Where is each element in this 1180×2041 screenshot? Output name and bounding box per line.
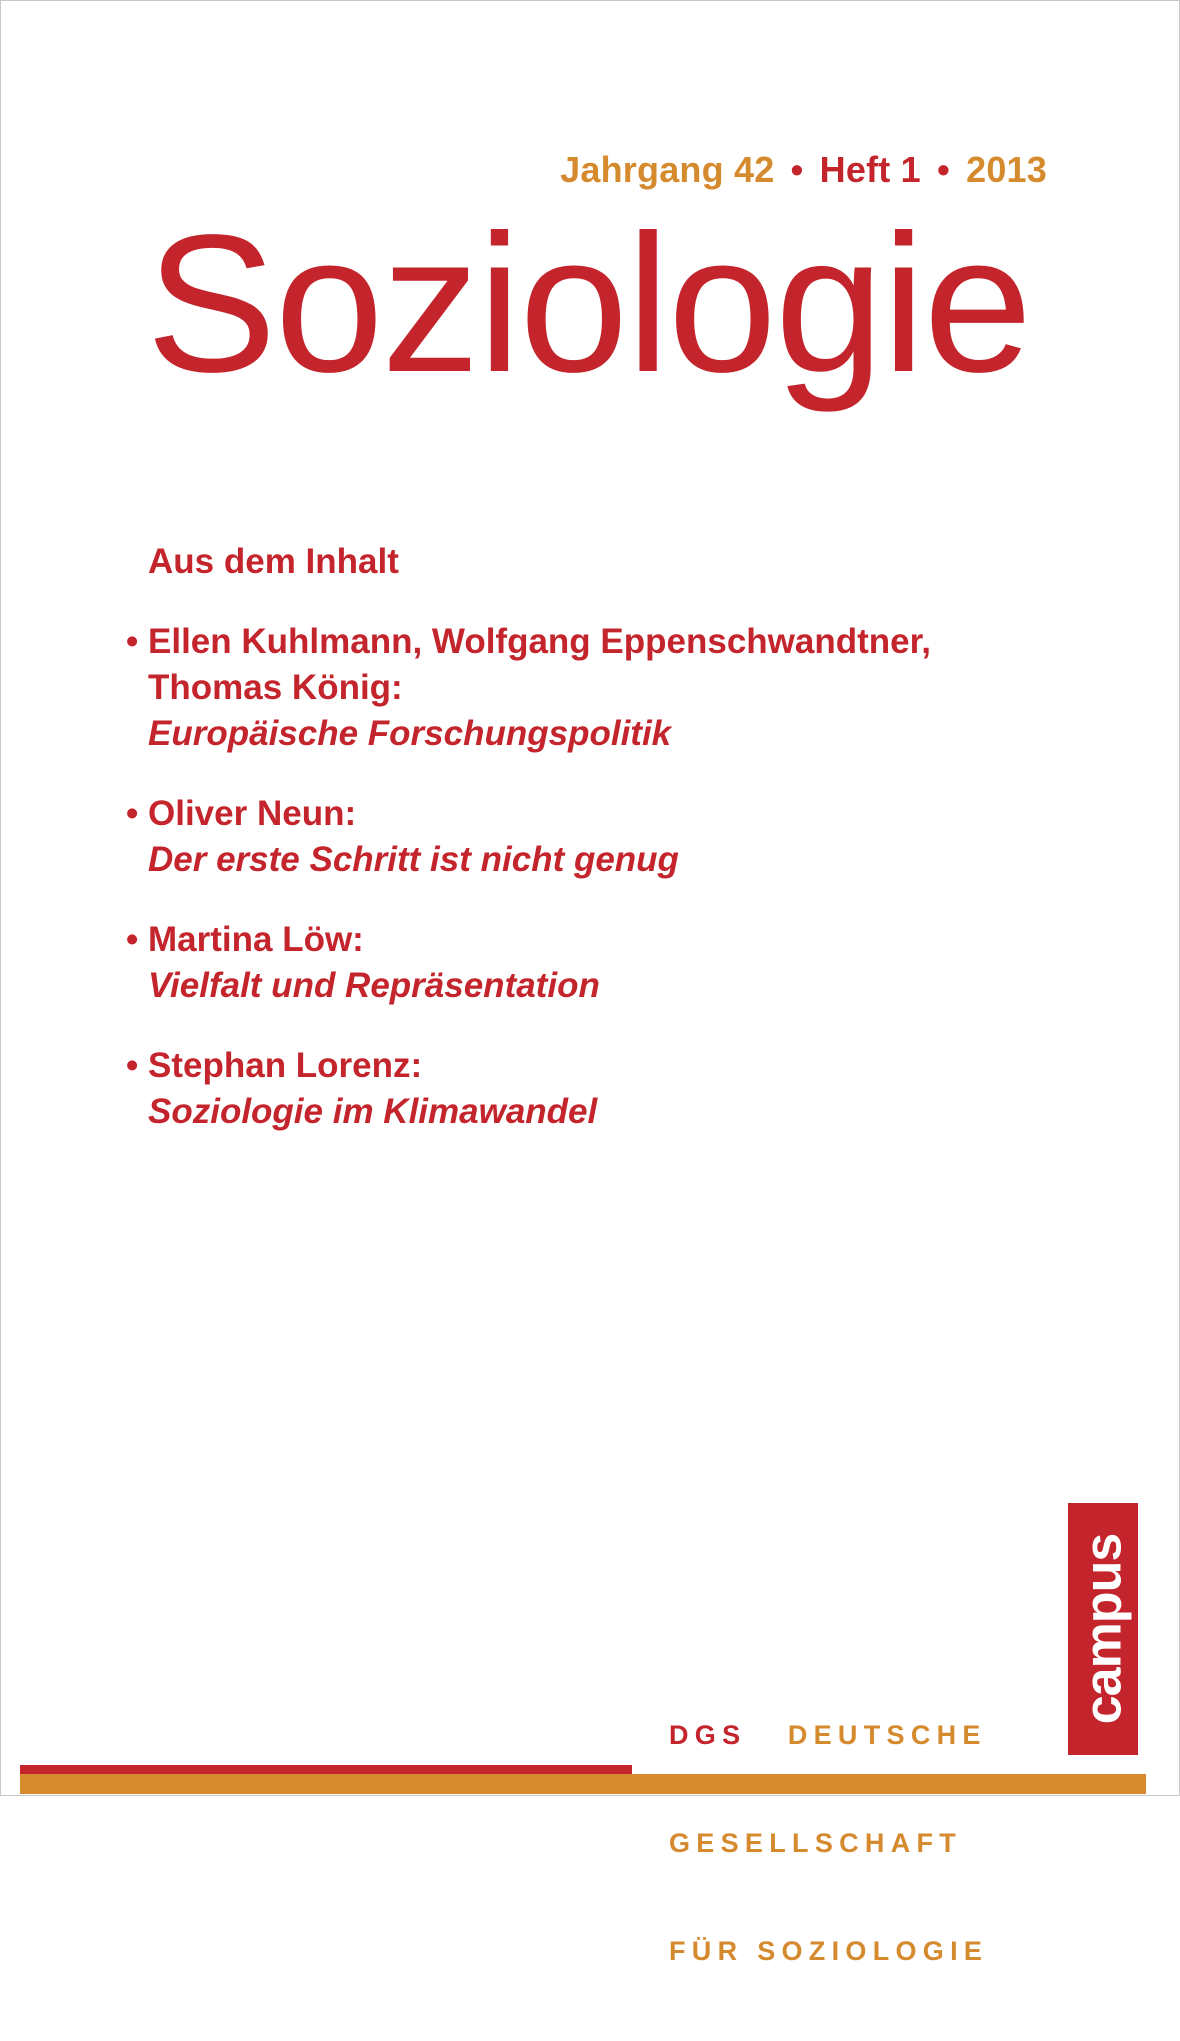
society-name-line1: DEUTSCHE <box>787 1720 987 1750</box>
contents-entry <box>126 791 931 883</box>
society-name-line3: FÜR SOZIOLOGIE <box>669 1936 989 1966</box>
issue-info <box>560 149 1047 191</box>
publisher-name: campus <box>1074 1533 1132 1725</box>
society-abbreviation: DGS <box>669 1720 747 1750</box>
contents-entry <box>126 1043 931 1135</box>
contents-heading: Aus dem Inhalt <box>148 542 399 581</box>
entry-title: Vielfalt und Repräsentation <box>148 966 600 1005</box>
society-line <box>669 1933 988 1969</box>
issue-number: Heft 1 <box>819 149 921 190</box>
separator-dot: • <box>937 149 950 190</box>
entry-authors: Thomas König: <box>148 668 403 707</box>
bullet-icon: • <box>126 622 139 661</box>
society-line <box>669 1717 988 1753</box>
bullet-icon: • <box>126 1046 139 1085</box>
society-line <box>669 1825 988 1861</box>
entry-authors: Martina Löw: <box>148 920 364 959</box>
separator-dot: • <box>790 149 804 190</box>
table-of-contents <box>126 541 932 1169</box>
decorative-bar-orange <box>20 1774 1146 1794</box>
publisher-logo <box>1068 1503 1138 1755</box>
bullet-icon: • <box>126 920 139 959</box>
issue-year: 2013 <box>966 149 1047 190</box>
decorative-bar-red <box>20 1765 632 1774</box>
entry-authors: Ellen Kuhlmann, Wolfgang Eppenschwandtner, <box>148 622 932 661</box>
society-name-line2: GESELLSCHAFT <box>669 1828 963 1858</box>
bullet-icon: • <box>126 794 139 833</box>
society-logo <box>669 1720 989 2041</box>
contents-entry <box>126 917 931 1009</box>
entry-title: Der erste Schritt ist nicht genug <box>148 840 679 879</box>
volume-label: Jahrgang 42 <box>560 149 775 190</box>
entry-title: Soziologie im Klimawandel <box>148 1092 598 1131</box>
contents-entry <box>126 619 932 757</box>
entry-title: Europäische Forschungspolitik <box>148 714 672 753</box>
journal-title: Soziologie <box>146 194 1031 413</box>
entry-authors: Stephan Lorenz: <box>148 1046 423 1085</box>
entry-authors: Oliver Neun: <box>148 794 357 833</box>
